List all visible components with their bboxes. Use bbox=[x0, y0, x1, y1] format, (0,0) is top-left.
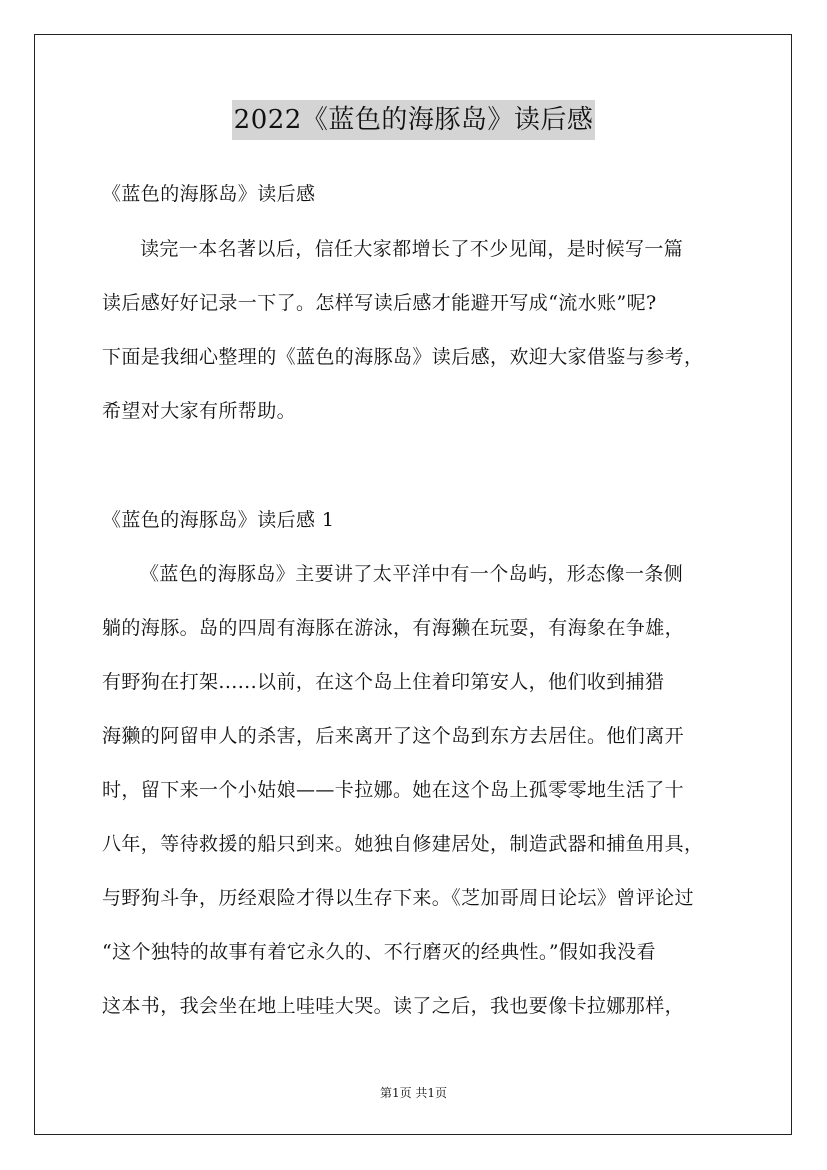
paragraph-line: 八年，等待救援的船只到来。她独自修建居处，制造武器和捕鱼用具， bbox=[102, 833, 704, 855]
paragraph-line: 时，留下来一个小姑娘——卡拉娜。她在这个岛上孤零零地生活了十 bbox=[102, 779, 685, 801]
paragraph-line: 这本书，我会坐在地上哇哇大哭。读了之后，我也要像卡拉娜那样， bbox=[102, 995, 685, 1017]
section-heading: 《蓝色的海豚岛》读后感 1 bbox=[102, 509, 335, 531]
paragraph-line: “这个独特的故事有着它永久的、不行磨灭的经典性。”假如我没看 bbox=[102, 941, 656, 963]
paragraph-line: 下面是我细心整理的《蓝色的海豚岛》读后感，欢迎大家借鉴与参考， bbox=[102, 346, 704, 368]
paragraph-line: 希望对大家有所帮助。 bbox=[102, 400, 297, 422]
paragraph-line: 有野狗在打架......以前，在这个岛上住着印第安人，他们收到捕猎 bbox=[102, 671, 665, 693]
paragraph-line: 读后感好好记录一下了。怎样写读后感才能避开写成“流水账”呢? bbox=[102, 292, 657, 314]
paragraph-line: 海獭的阿留申人的杀害，后来离开了这个岛到东方去居住。他们离开 bbox=[102, 725, 685, 747]
document-title: 2022《蓝色的海豚岛》读后感 bbox=[232, 100, 596, 140]
paragraph-line: 与野狗斗争，历经艰险才得以生存下来。《芝加哥周日论坛》曾评论过 bbox=[102, 887, 694, 909]
paragraph-line: 《蓝色的海豚岛》主要讲了太平洋中有一个岛屿，形态像一条侧 bbox=[140, 563, 684, 585]
title-container bbox=[0, 100, 827, 140]
paragraph-line: 读完一本名著以后，信任大家都增长了不少见闻，是时候写一篇 bbox=[140, 238, 684, 260]
page-footer: 第1页 共1页 bbox=[379, 1086, 448, 1100]
paragraph-line: 躺的海豚。岛的四周有海豚在游泳，有海獭在玩耍，有海象在争雄， bbox=[102, 617, 685, 639]
section-heading: 《蓝色的海豚岛》读后感 bbox=[102, 183, 316, 205]
